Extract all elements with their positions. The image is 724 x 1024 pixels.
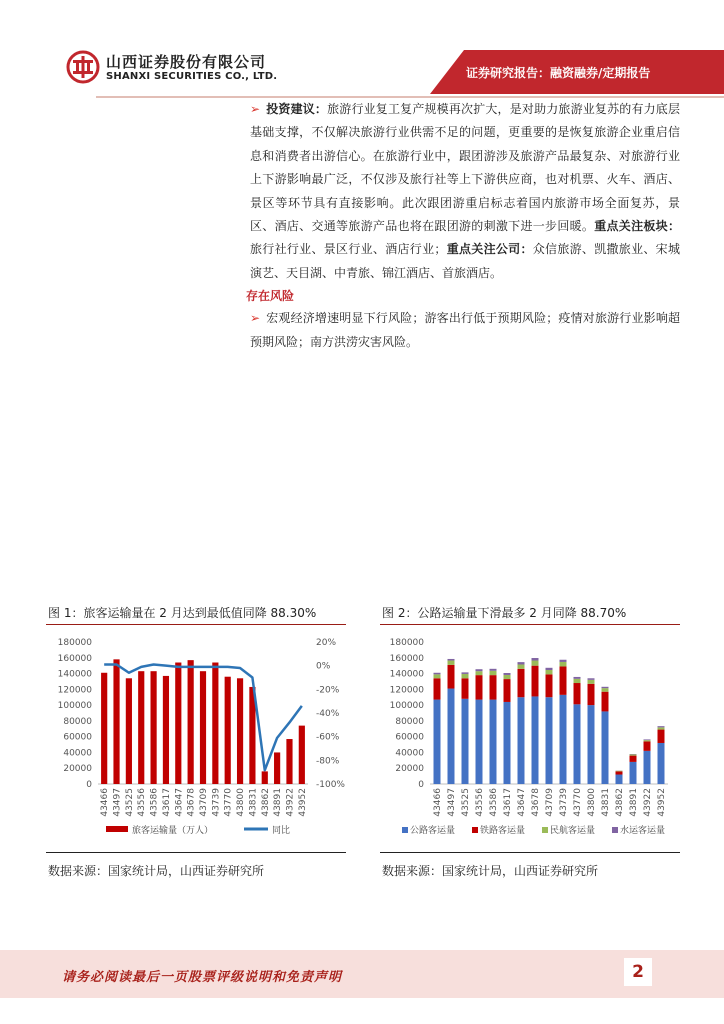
bar: [101, 673, 107, 784]
bar-segment: [476, 669, 483, 671]
bar-segment: [518, 669, 525, 697]
figure1-bottom-rule: [46, 852, 346, 853]
bar: [188, 660, 194, 784]
bar-segment: [504, 675, 511, 679]
page-header: [0, 0, 724, 100]
y2-tick-label: 0%: [316, 661, 331, 672]
bar-segment: [434, 674, 441, 678]
x-tick-label: 43922: [643, 788, 653, 817]
risk-paragraph: [250, 307, 680, 354]
bar-segment: [630, 762, 637, 784]
x-tick-label: 43586: [489, 788, 499, 817]
company-name-en: SHANXI SECURITIES CO., LTD.: [106, 71, 278, 82]
bar-segment: [644, 739, 651, 740]
risk-text: 宏观经济增速明显下行风险；游客出行低于预期风险；疫情对旅游行业影响超预期风险；南方洪涝灾害风险。: [250, 311, 680, 349]
y-tick-label: 160000: [57, 653, 92, 664]
bar-segment: [644, 741, 651, 750]
bar-segment: [476, 700, 483, 784]
bar-segment: [518, 664, 525, 668]
chart2: [380, 628, 680, 850]
x-tick-label: 43952: [297, 788, 308, 817]
x-tick-label: 43770: [573, 788, 583, 817]
bar-segment: [560, 660, 567, 662]
y-tick-label: 160000: [389, 653, 424, 664]
company-name-cn: 山西证券股份有限公司: [106, 53, 267, 71]
company-label: 重点关注公司：: [446, 242, 533, 257]
bar-segment: [574, 683, 581, 704]
y-tick-label: 180000: [389, 638, 424, 648]
bar: [138, 671, 144, 784]
x-tick-label: 43678: [531, 788, 541, 817]
x-tick-label: 43617: [503, 788, 513, 817]
bar-segment: [532, 696, 539, 784]
bar: [200, 671, 206, 784]
company-text: 众信旅游、凯撒旅业、宋城演艺、天目湖、中青旅、锦江酒店、首旅酒店。: [250, 242, 680, 280]
bar-segment: [504, 702, 511, 784]
x-tick-label: 43466: [433, 788, 443, 817]
bar-segment: [560, 662, 567, 666]
y-tick-label: 120000: [57, 685, 92, 696]
bar: [225, 677, 231, 784]
legend-label: 铁路客运量: [480, 826, 526, 836]
figure2-bottom-rule: [380, 852, 680, 853]
x-tick-label: 43831: [601, 788, 611, 817]
x-tick-label: 43586: [149, 788, 160, 817]
y-tick-label: 180000: [57, 638, 92, 648]
bar-segment: [546, 697, 553, 784]
y-tick-label: 80000: [395, 716, 424, 727]
bar: [237, 678, 243, 784]
bar: [274, 752, 280, 784]
bar-segment: [602, 687, 609, 688]
figure2-title: 图 2：公路运输量下滑最多 2 月同降 88.70%: [382, 606, 627, 620]
bar-segment: [532, 666, 539, 697]
bar-segment: [658, 727, 665, 729]
bar: [212, 663, 218, 784]
y2-tick-label: -80%: [316, 756, 340, 767]
bar-segment: [658, 743, 665, 784]
bar-segment: [560, 666, 567, 694]
bar-segment: [490, 675, 497, 699]
bar-segment: [462, 699, 469, 784]
bar-segment: [448, 665, 455, 689]
bar-segment: [602, 711, 609, 784]
bar-segment: [462, 674, 469, 678]
x-tick-label: 43831: [248, 788, 259, 817]
x-tick-label: 43525: [461, 788, 471, 817]
figure1-title: 图 1：旅客运输量在 2 月达到最低值同降 88.30%: [48, 606, 317, 620]
legend-label: 旅客运输量（万人）: [132, 826, 214, 836]
bar-segment: [602, 688, 609, 692]
y-tick-label: 100000: [389, 701, 424, 712]
legend-swatch: [472, 827, 478, 833]
legend-swatch: [612, 827, 618, 833]
x-tick-label: 43770: [223, 788, 234, 817]
bar-segment: [490, 669, 497, 671]
investment-text: 旅游行业复工复产规模再次扩大，是对助力旅游业复苏的有力底层基础支撑，不仅解决旅游行业供需不足的问题，更重要的是恢复旅游企业重启信息和消费者出游信心。在旅游行业中，跟团游涉及旅游产品最复杂、对旅游行业上下游影响最广泛，不仅涉及旅行社等上下游供应商，也对机票、火车、酒店、景区等环节具有直接影响。此次跟团游重启标志着国内旅游市场全面复苏，景区、酒店、交通等旅游产品也将在跟团游的刺激下进一步回暖。: [250, 102, 680, 234]
x-tick-label: 43709: [199, 788, 209, 817]
figure2-top-rule: [380, 624, 680, 625]
y-tick-label: 40000: [63, 748, 92, 759]
x-tick-label: 43647: [174, 788, 185, 817]
y-tick-label: 60000: [395, 732, 424, 743]
arrow-bullet-icon: ➢: [250, 311, 261, 326]
legend-swatch: [106, 826, 128, 832]
chart1: [46, 628, 346, 850]
x-tick-label: 43556: [475, 788, 485, 817]
legend-label: 民航客运量: [550, 826, 596, 836]
y-tick-label: 0: [86, 780, 92, 790]
bar-segment: [616, 771, 623, 774]
bar-segment: [616, 775, 623, 784]
x-tick-label: 43678: [186, 788, 197, 817]
page-number: 2: [624, 958, 652, 986]
bar: [286, 739, 292, 784]
bar-segment: [546, 670, 553, 674]
main-content: [246, 98, 680, 354]
arrow-bullet-icon: ➢: [250, 102, 261, 116]
legend-swatch: [542, 827, 548, 833]
bar-segment: [588, 684, 595, 705]
figure1-top-rule: [46, 624, 346, 625]
legend-swatch: [402, 827, 408, 833]
x-tick-label: 43891: [273, 788, 284, 817]
y-tick-label: 0: [418, 780, 424, 790]
x-tick-label: 43497: [112, 788, 123, 817]
bar-segment: [574, 679, 581, 683]
bar-segment: [644, 740, 651, 741]
bar-segment: [588, 680, 595, 684]
y2-tick-label: -40%: [316, 709, 340, 719]
bar-segment: [448, 659, 455, 661]
bar-segment: [448, 689, 455, 784]
bar-segment: [588, 678, 595, 680]
bar-segment: [602, 692, 609, 712]
bar-segment: [518, 662, 525, 664]
figure2-source: 数据来源：国家统计局，山西证券研究所: [382, 864, 599, 878]
bar-segment: [560, 695, 567, 784]
x-tick-label: 43647: [517, 788, 527, 817]
bar-segment: [448, 661, 455, 665]
bar-segment: [490, 700, 497, 784]
bar-segment: [658, 726, 665, 727]
y-tick-label: 120000: [389, 685, 424, 696]
figure1-source: 数据来源：国家统计局，山西证券研究所: [48, 864, 265, 878]
y-tick-label: 40000: [395, 748, 424, 759]
disclaimer: 请务必阅读最后一页股票评级说明和免责声明: [62, 970, 343, 985]
bar-segment: [546, 674, 553, 697]
y-tick-label: 80000: [63, 716, 92, 727]
bar-segment: [504, 679, 511, 702]
bar-segment: [462, 678, 469, 699]
y-tick-label: 100000: [57, 701, 92, 712]
x-tick-label: 43862: [260, 788, 271, 817]
y-tick-label: 140000: [389, 669, 424, 680]
y2-tick-label: 20%: [316, 638, 337, 648]
y2-tick-label: -100%: [316, 780, 345, 790]
bar-segment: [476, 671, 483, 675]
sector-label: 重点关注板块：: [594, 219, 680, 234]
x-tick-label: 43617: [161, 788, 172, 817]
bar: [163, 676, 169, 784]
bar-segment: [490, 671, 497, 675]
y-tick-label: 20000: [63, 764, 92, 775]
x-tick-label: 43800: [236, 788, 247, 817]
bar-segment: [532, 658, 539, 661]
y-tick-label: 20000: [395, 764, 424, 775]
x-tick-label: 43739: [559, 788, 569, 817]
bar: [262, 771, 268, 784]
bar: [151, 671, 157, 784]
x-tick-label: 43525: [124, 788, 135, 817]
report-type: 证券研究报告：融资融券/定期报告: [466, 66, 651, 80]
bar-segment: [574, 677, 581, 679]
bar-segment: [644, 751, 651, 784]
bar-segment: [434, 700, 441, 784]
y-tick-label: 140000: [57, 669, 92, 680]
bar-segment: [588, 705, 595, 784]
x-tick-label: 43922: [285, 788, 296, 817]
x-tick-label: 43739: [211, 788, 222, 817]
risk-title: 存在风险: [246, 289, 295, 304]
legend-label: 同比: [272, 826, 291, 836]
company-logo-icon: [66, 50, 100, 84]
bar-segment: [476, 675, 483, 699]
x-tick-label: 43466: [100, 788, 111, 817]
y2-tick-label: -60%: [316, 732, 340, 743]
bar: [113, 659, 119, 784]
bar-segment: [434, 673, 441, 675]
x-tick-label: 43800: [587, 788, 597, 817]
bar-segment: [504, 673, 511, 675]
bar-segment: [630, 754, 637, 755]
bar-segment: [574, 704, 581, 784]
bar-segment: [462, 672, 469, 674]
bar: [299, 726, 305, 784]
y2-tick-label: -20%: [316, 685, 340, 696]
x-tick-label: 43891: [629, 788, 639, 817]
x-tick-label: 43709: [545, 788, 555, 817]
sector-text: 旅行社行业、景区行业、酒店行业；: [250, 242, 447, 257]
bar-segment: [434, 678, 441, 699]
bar-segment: [546, 668, 553, 670]
investment-advice: [250, 98, 680, 285]
bar-segment: [518, 697, 525, 784]
x-tick-label: 43556: [137, 788, 148, 817]
bar-segment: [532, 661, 539, 666]
x-tick-label: 43497: [447, 788, 457, 817]
investment-label: 投资建议：: [266, 102, 328, 116]
x-tick-label: 43862: [615, 788, 625, 817]
bar: [175, 663, 181, 784]
bar-segment: [658, 730, 665, 743]
x-tick-label: 43952: [657, 788, 667, 817]
bar-segment: [630, 756, 637, 762]
y-tick-label: 60000: [63, 732, 92, 743]
legend-label: 水运客运量: [620, 826, 666, 836]
bar-segment: [616, 771, 623, 772]
bar: [126, 678, 132, 784]
legend-label: 公路客运量: [410, 826, 456, 836]
